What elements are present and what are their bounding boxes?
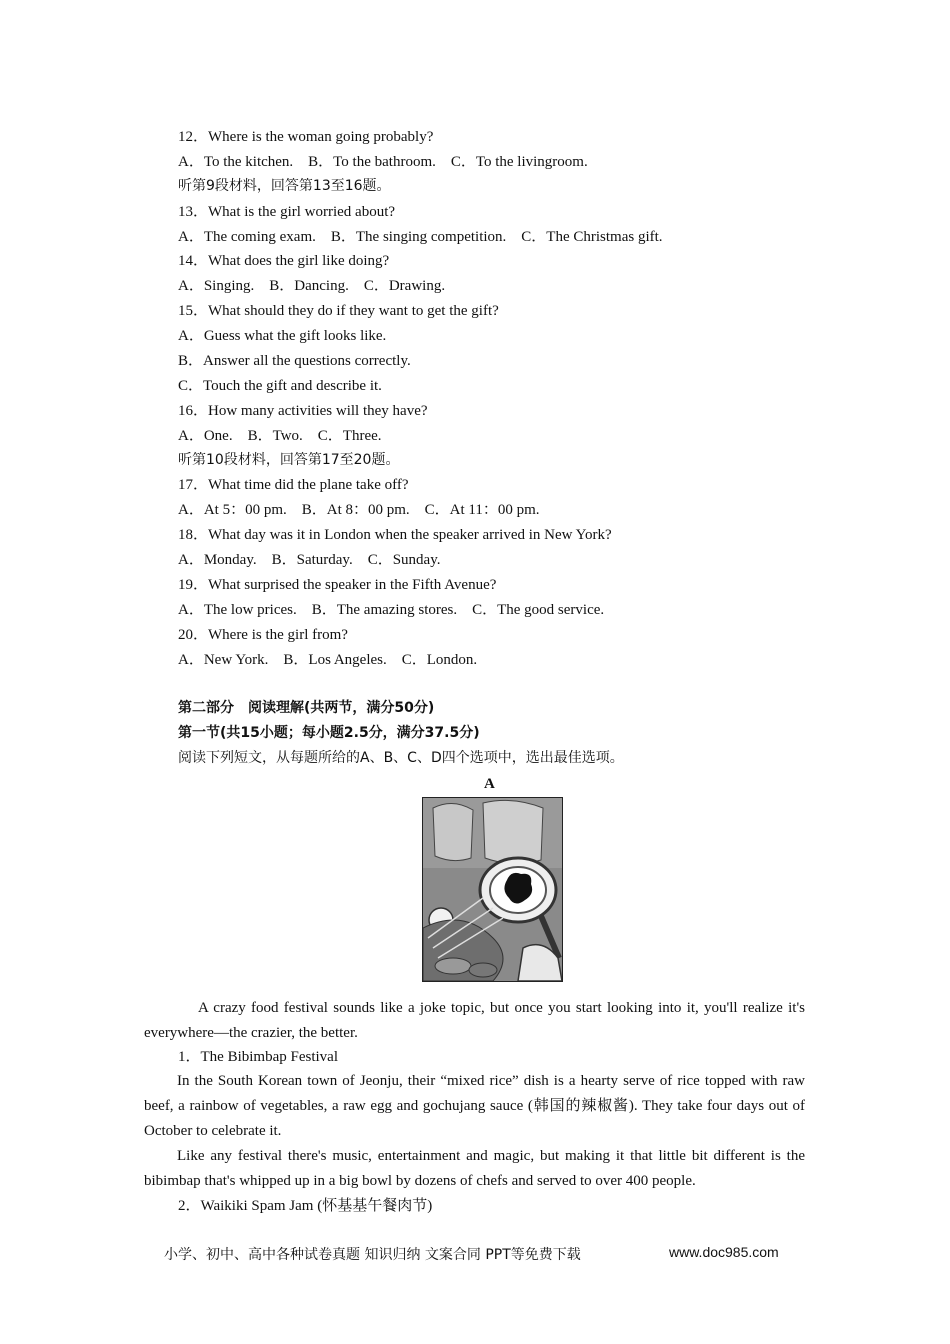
question-12: 12．Where is the woman going probably?	[178, 129, 434, 145]
option-15c: C．Touch the gift and describe it.	[178, 378, 382, 394]
item1-title: 1．The Bibimbap Festival	[178, 1049, 338, 1065]
subheading-text: 第一节(共15小题；每小题2.5分，满分37.5分)	[178, 725, 480, 741]
question-16: 16．How many activities will they have?	[178, 403, 428, 419]
options-12: A．To the kitchen. B．To the bathroom. C．To the livingroom.	[178, 154, 588, 170]
item2-title: 2．Waikiki Spam Jam (怀基基午餐肉节)	[178, 1198, 433, 1214]
options-16: A．One. B．Two. C．Three.	[178, 428, 382, 444]
options-20: A．New York. B．Los Angeles. C．London.	[178, 652, 478, 668]
section-instruction-10: 听第10段材料，回答第17至20题。	[178, 452, 400, 468]
options-13: A．The coming exam. B．The singing competition. C．The Christmas gift.	[178, 229, 663, 245]
question-19: 19．What surprised the speaker in the Fifth Avenue?	[178, 577, 497, 593]
footer-text: 小学、初中、高中各种试卷真题 知识归纳 文案合同 PPT等免费下载	[164, 1247, 581, 1263]
section-instruction: 阅读下列短文，从每题所给的A、B、C、D四个选项中，选出最佳选项。	[178, 750, 624, 766]
section-heading: 第二部分 阅读理解(共两节，满分50分)	[178, 700, 435, 716]
footer-url[interactable]: www.doc985.com	[669, 1244, 779, 1260]
item1-paragraph1: In the South Korean town of Jeonju, their “mixed rice” dish is a hearty serve of rice topped with raw beef, a rainbow of vegetables, a raw egg and gochujang sauce (韩国的辣椒酱). They take four days out of October to celebrate it.	[144, 1073, 805, 1139]
question-18: 18．What day was it in London when the speaker arrived in New York?	[178, 527, 612, 543]
passage-label: A	[484, 776, 495, 792]
option-15b: B．Answer all the questions correctly.	[178, 353, 411, 369]
options-17: A．At 5：00 pm. B．At 8：00 pm. C．At 11：00 pm.	[178, 502, 540, 518]
question-14: 14．What does the girl like doing?	[178, 253, 390, 269]
options-18: A．Monday. B．Saturday. C．Sunday.	[178, 552, 441, 568]
section-subheading	[178, 723, 480, 743]
item1-paragraph2: Like any festival there's music, entertainment and magic, but making it that little bit different is the bibimbap that's whipped up in a big bowl by dozens of chefs and served to over 400 people.	[144, 1148, 805, 1189]
question-20: 20．Where is the girl from?	[178, 627, 348, 643]
passage-intro: A crazy food festival sounds like a joke topic, but once you start looking into it, you'll realize it's everywhere—the crazier, the better.	[144, 1000, 805, 1041]
options-19: A．The low prices. B．The amazing stores. C．The good service.	[178, 602, 605, 618]
section-instruction-9: 听第9段材料，回答第13至16题。	[178, 178, 391, 194]
question-15: 15．What should they do if they want to get the gift?	[178, 303, 499, 319]
options-14: A．Singing. B．Dancing. C．Drawing.	[178, 278, 446, 294]
question-13: 13．What is the girl worried about?	[178, 204, 396, 220]
festival-illustration-art	[423, 798, 562, 981]
option-15a: A．Guess what the gift looks like.	[178, 328, 387, 344]
question-17: 17．What time did the plane take off?	[178, 477, 409, 493]
page-footer	[164, 1244, 804, 1264]
festival-illustration	[422, 797, 563, 982]
